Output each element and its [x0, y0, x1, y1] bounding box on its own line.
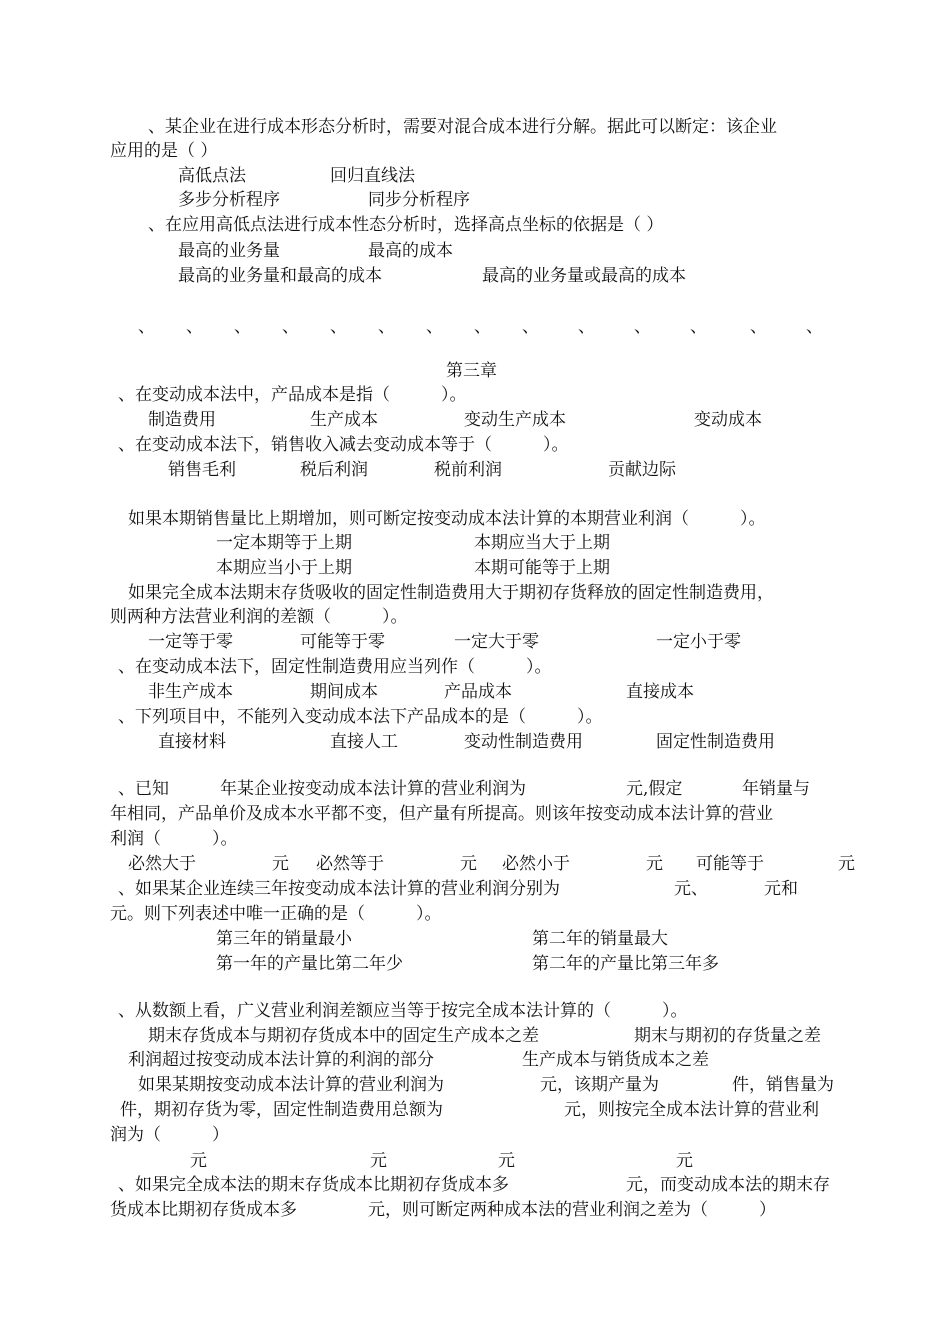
q4-option-d: 贡献边际 [608, 460, 676, 480]
q10-option-c: 第一年的产量比第二年少 [216, 954, 403, 974]
q1-option-a: 高低点法 [178, 166, 246, 186]
q3-option-b: 生产成本 [310, 410, 378, 430]
separator-mark: 、 [634, 317, 651, 337]
q9-stem-line3: 利润（ ）。 [110, 829, 238, 849]
q8-option-b: 直接人工 [330, 732, 398, 752]
q12-option-b-unit: 元 [370, 1151, 387, 1171]
q8-option-a: 直接材料 [158, 732, 226, 752]
q7-option-a: 非生产成本 [148, 682, 233, 702]
q10-stem-part2: 元、 [674, 879, 708, 899]
q9-stem-part2: 年某企业按变动成本法计算的营业利润为 [220, 779, 526, 799]
q2-option-b: 最高的成本 [368, 241, 453, 261]
q6-option-a: 一定等于零 [148, 632, 233, 652]
q12-option-d-unit: 元 [676, 1151, 693, 1171]
q2-option-a: 最高的业务量 [178, 241, 280, 261]
q10-option-d: 第二年的产量比第三年多 [532, 954, 719, 974]
q1-option-b: 回归直线法 [330, 166, 415, 186]
q9-option-d-unit: 元 [838, 854, 855, 874]
q5-stem: 如果本期销售量比上期增加，则可断定按变动成本法计算的本期营业利润（ ）。 [128, 509, 766, 529]
q11-option-d: 生产成本与销货成本之差 [522, 1050, 709, 1070]
q3-stem: 、在变动成本法中，产品成本是指（ ）。 [118, 385, 467, 405]
q5-option-d: 本期可能等于上期 [474, 558, 610, 578]
q12-stem-part1: 如果某期按变动成本法计算的营业利润为 [138, 1075, 444, 1095]
q9-stem-part3: 元,假定 [626, 779, 683, 799]
separator-mark: 、 [426, 317, 443, 337]
q5-option-c: 本期应当小于上期 [216, 558, 352, 578]
q10-option-a: 第三年的销量最小 [216, 929, 352, 949]
q9-option-b: 必然等于 [316, 854, 384, 874]
q2-option-c: 最高的业务量和最高的成本 [178, 266, 382, 286]
separator-mark: 、 [282, 317, 299, 337]
q9-stem-part4: 年销量与 [742, 779, 810, 799]
separator-mark: 、 [474, 317, 491, 337]
q7-option-c: 产品成本 [444, 682, 512, 702]
q8-stem: 、下列项目中，不能列入变动成本法下产品成本的是（ ）。 [118, 707, 603, 727]
q6-option-c: 一定大于零 [454, 632, 539, 652]
q12-stem-part3: 件，销售量为 [732, 1075, 834, 1095]
separator-mark: 、 [138, 317, 155, 337]
separator-mark: 、 [578, 317, 595, 337]
separator-mark: 、 [234, 317, 251, 337]
q6-option-b: 可能等于零 [300, 632, 385, 652]
q13-stem-part1: 、如果完全成本法的期末存货成本比期初存货成本多 [118, 1175, 509, 1195]
q4-option-b: 税后利润 [300, 460, 368, 480]
q9-option-a-unit: 元 [272, 854, 289, 874]
q9-option-a: 必然大于 [128, 854, 196, 874]
separator-mark: 、 [186, 317, 203, 337]
q12-option-c-unit: 元 [498, 1151, 515, 1171]
q2-stem: 、在应用高低点法进行成本性态分析时，选择高点坐标的依据是（ ） [148, 215, 664, 235]
q7-option-d: 直接成本 [626, 682, 694, 702]
q11-option-c: 利润超过按变动成本法计算的利润的部分 [128, 1050, 434, 1070]
q10-stem-line2: 元。则下列表述中唯一正确的是（ ）。 [110, 904, 442, 924]
separator-mark: 、 [522, 317, 539, 337]
q6-option-d: 一定小于零 [656, 632, 741, 652]
q12-stem-part4: 件，期初存货为零，固定性制造费用总额为 [120, 1100, 443, 1120]
q1-option-c: 多步分析程序 [178, 190, 280, 210]
q11-option-a: 期末存货成本与期初存货成本中的固定生产成本之差 [148, 1026, 539, 1046]
q2-option-d: 最高的业务量或最高的成本 [482, 266, 686, 286]
q4-option-c: 税前利润 [434, 460, 502, 480]
chapter-heading: 第三章 [446, 361, 497, 381]
q10-stem-part3: 元和 [764, 879, 798, 899]
q12-option-a-unit: 元 [190, 1151, 207, 1171]
q9-stem-part1: 、已知 [118, 779, 169, 799]
q1-stem-line2: 应用的是（ ） [110, 141, 218, 161]
q3-option-c: 变动生产成本 [464, 410, 566, 430]
q13-stem-part2: 元，而变动成本法的期末存 [626, 1175, 830, 1195]
q5-option-b: 本期应当大于上期 [474, 533, 610, 553]
q7-option-b: 期间成本 [310, 682, 378, 702]
q6-stem-line2: 则两种方法营业利润的差额（ ）。 [110, 607, 408, 627]
q10-option-b: 第二年的销量最大 [532, 929, 668, 949]
separator-mark: 、 [378, 317, 395, 337]
q7-stem: 、在变动成本法下，固定性制造费用应当列作（ ）。 [118, 657, 552, 677]
q3-option-d: 变动成本 [694, 410, 762, 430]
q11-option-b: 期末与期初的存货量之差 [634, 1026, 821, 1046]
q9-stem-line2: 年相同，产品单价及成本水平都不变，但产量有所提高。则该年按变动成本法计算的营业 [110, 804, 773, 824]
q9-option-c: 必然小于 [502, 854, 570, 874]
q6-stem-line1: 如果完全成本法期末存货吸收的固定性制造费用大于期初存货释放的固定性制造费用， [128, 583, 774, 603]
q1-stem-line1: 、某企业在进行成本形态分析时，需要对混合成本进行分解。据此可以断定：该企业 [148, 117, 777, 137]
q5-option-a: 一定本期等于上期 [216, 533, 352, 553]
q11-stem: 、从数额上看，广义营业利润差额应当等于按完全成本法计算的（ ）。 [118, 1001, 688, 1021]
q9-option-d: 可能等于 [696, 854, 764, 874]
separator-mark: 、 [690, 317, 707, 337]
q12-stem-part2: 元，该期产量为 [540, 1075, 659, 1095]
q12-stem-part5: 元，则按完全成本法计算的营业利 [564, 1100, 819, 1120]
q8-option-d: 固定性制造费用 [656, 732, 775, 752]
q10-stem-part1: 、如果某企业连续三年按变动成本法计算的营业利润分别为 [118, 879, 560, 899]
q9-option-c-unit: 元 [646, 854, 663, 874]
q13-stem-part3: 货成本比期初存货成本多 [110, 1200, 297, 1220]
q3-option-a: 制造费用 [148, 410, 216, 430]
q8-option-c: 变动性制造费用 [464, 732, 583, 752]
q9-option-b-unit: 元 [460, 854, 477, 874]
q13-stem-part4: 元，则可断定两种成本法的营业利润之差为（ ） [368, 1200, 776, 1220]
separator-mark: 、 [330, 317, 347, 337]
separator-mark: 、 [806, 317, 823, 337]
separator-mark: 、 [750, 317, 767, 337]
q1-option-d: 同步分析程序 [368, 190, 470, 210]
q12-stem-line3: 润为（ ） [110, 1125, 229, 1145]
q4-stem: 、在变动成本法下，销售收入减去变动成本等于（ ）。 [118, 435, 569, 455]
q4-option-a: 销售毛利 [168, 460, 236, 480]
